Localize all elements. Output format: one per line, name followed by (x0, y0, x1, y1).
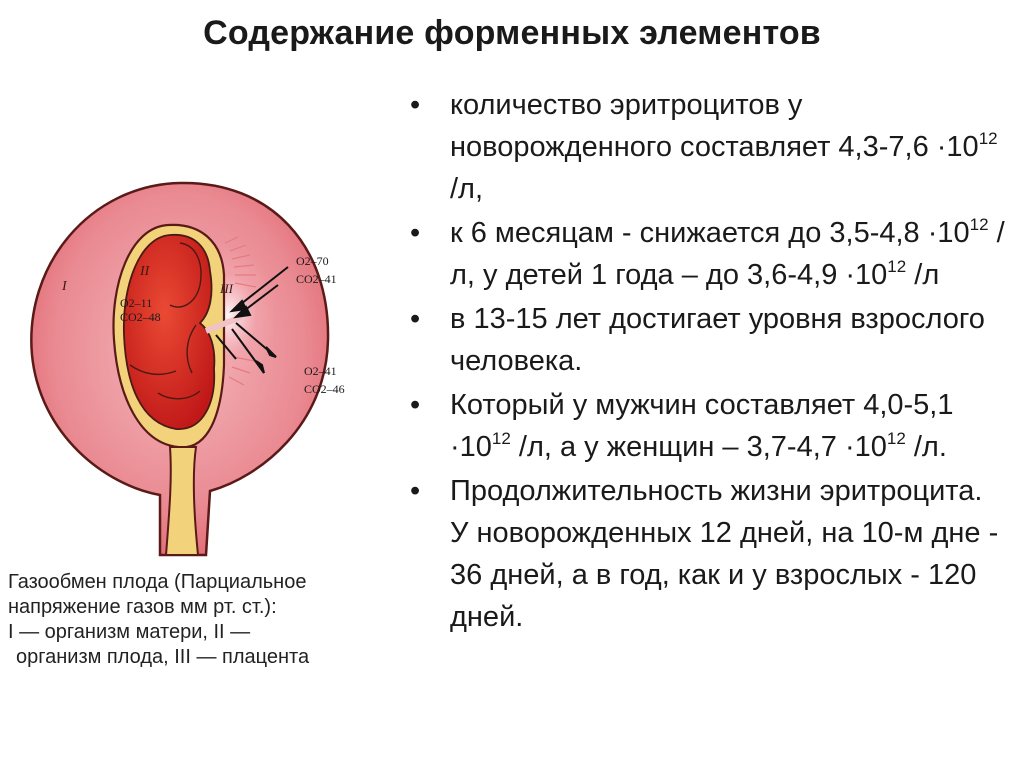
label-mother: I (62, 279, 67, 294)
item-text: в 13-15 лет достигает уровня взрослого человека. (450, 303, 985, 377)
label-fetal-co2: CO2–48 (120, 310, 161, 324)
facts-list (406, 84, 1006, 640)
exponent: 12 (978, 129, 998, 148)
label-fetus: II (140, 264, 150, 279)
item-text: Который у мужчин составляет 4,0-5,1 ·10 (450, 389, 954, 463)
caption-line: организм плода, III — плацента (16, 646, 310, 668)
exponent: 12 (969, 215, 989, 234)
caption-line: напряжение газов мм рт. ст.): (8, 596, 277, 618)
bullet-dot: • (410, 389, 421, 421)
list-item (406, 298, 1006, 382)
fetus-shape (124, 235, 215, 429)
item-text: количество эритроцитов у новорожденного составляет 4,3-7,6 ·10 (450, 89, 979, 163)
figure-caption (8, 570, 403, 670)
caption-line: Газообмен плода (Парциальное (8, 571, 307, 593)
exponent: 12 (491, 429, 511, 448)
cervix-canal (166, 447, 198, 555)
label-in-o2: O2–70 (296, 254, 329, 268)
item-text: /л, у детей 1 года – до 3,6-4,9 ·10 (450, 217, 1005, 291)
item-text: /л (906, 259, 940, 291)
item-text: Продолжительность жизни эритроцита. У новорожденных 12 дней, на 10-м дне - 36 дней, а в год, как и у взрослых - 120 дней. (450, 475, 999, 633)
exponent: 12 (887, 257, 907, 276)
fetal-gas-exchange-figure (10, 125, 385, 565)
list-item (406, 384, 1006, 468)
list-item (406, 212, 1006, 296)
label-out-o2: O2–41 (304, 364, 337, 378)
bullet-dot: • (410, 217, 421, 249)
label-out-co2: CO2–46 (304, 382, 345, 396)
label-in-co2: CO2–41 (296, 272, 337, 286)
bullet-dot: • (410, 89, 421, 121)
label-placenta: III (220, 281, 233, 296)
item-text: /л, (450, 173, 484, 205)
bullet-dot: • (410, 303, 421, 335)
item-text: к 6 месяцам - снижается до 3,5-4,8 ·10 (450, 217, 970, 249)
item-text: /л, а у женщин – 3,7-4,7 ·10 (510, 431, 887, 463)
bullet-dot: • (410, 475, 421, 507)
caption-line: I — организм матери, II — (8, 621, 251, 643)
label-fetal-o2: O2–11 (120, 296, 153, 310)
item-text: /л. (905, 431, 947, 463)
list-item (406, 84, 1006, 210)
page-title: Содержание форменных элементов (203, 14, 821, 52)
list-item (406, 470, 1006, 638)
exponent: 12 (886, 429, 906, 448)
